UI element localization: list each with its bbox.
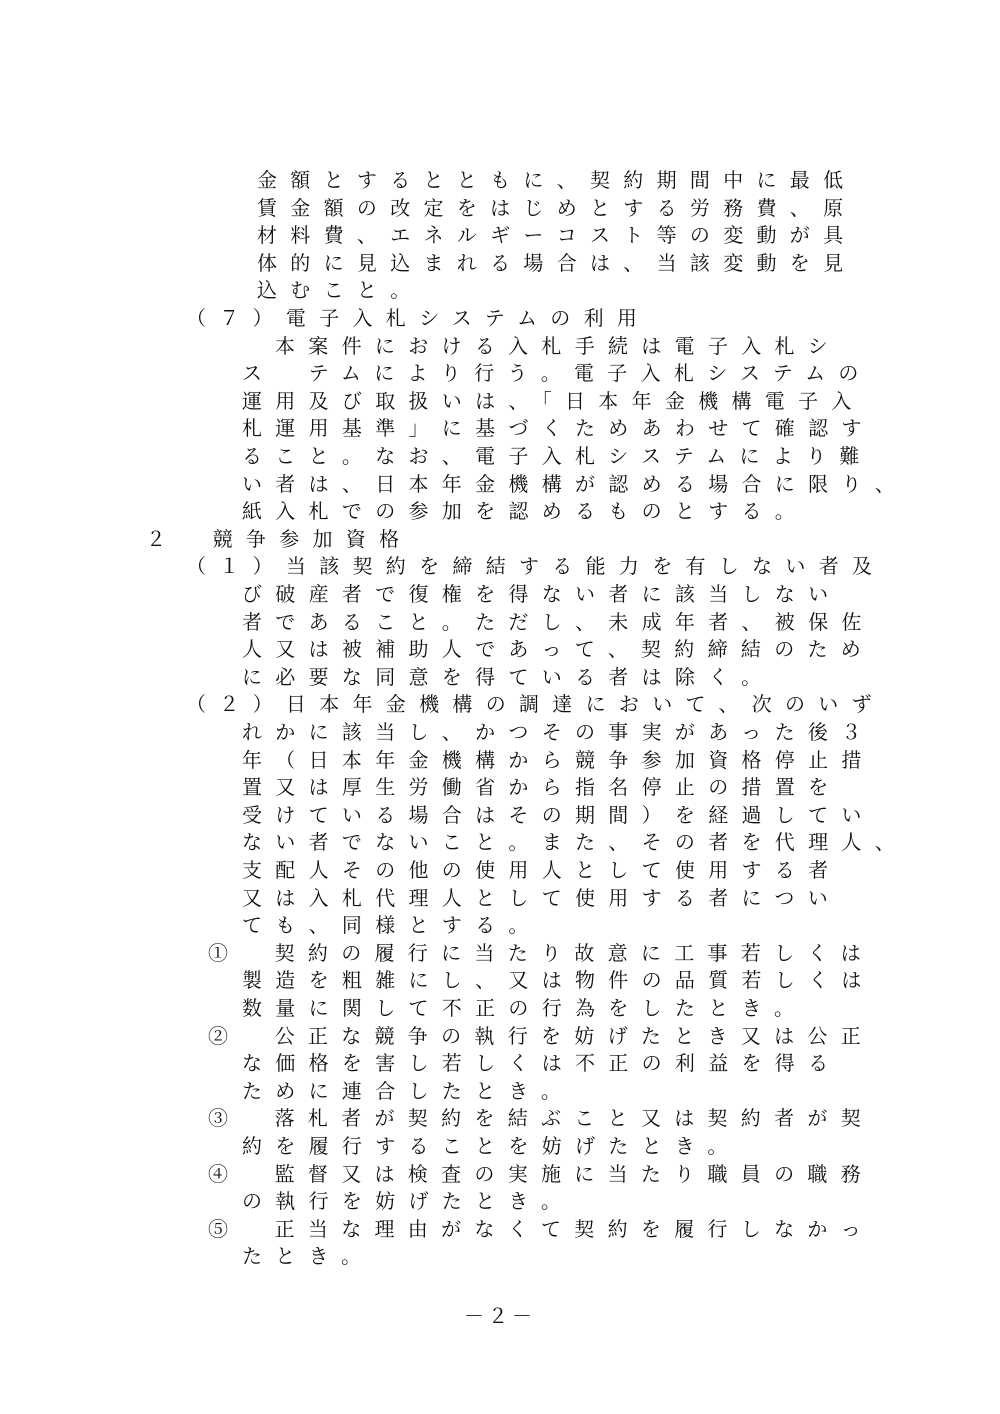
section-heading: （７）電子入札システムの利用 bbox=[186, 306, 651, 330]
text-line: ス テムにより行う。電子入札システムの bbox=[242, 361, 872, 386]
text-line: ること。なお、電子入札システムにより難 bbox=[242, 444, 873, 468]
text-line: 又は入札代理人として使用する者につい bbox=[242, 885, 841, 910]
text-line: 数量に関して不正の行為をしたとき。 bbox=[242, 996, 808, 1020]
text-line: 込むこと。 bbox=[257, 278, 424, 303]
text-line: に必要な同意を得ている者は除く。 bbox=[242, 664, 775, 689]
text-line: ために連合したとき。 bbox=[242, 1078, 575, 1103]
list-item: （２）日本年金機構の調達において、次のいず bbox=[186, 692, 885, 717]
text-line: い者は、日本年金機構が認める場合に限り、 bbox=[242, 471, 908, 496]
text-line: 年（日本年金機構から競争参加資格停止措 bbox=[242, 747, 875, 772]
text-line: たとき。 bbox=[242, 1244, 375, 1269]
text-line: 材料費、エネルギーコスト等の変動が具 bbox=[257, 223, 857, 248]
text-line: れかに該当し、かつその事実があった後３ bbox=[242, 720, 875, 744]
list-item: （１）当該契約を締結する能力を有しない者及 bbox=[186, 554, 886, 579]
text-line: 製造を粗雑にし、又は物件の品質若しくは bbox=[242, 968, 875, 993]
text-line: 者であること。ただし、未成年者、被保佐 bbox=[242, 609, 875, 634]
text-line: 金額とするとともに、契約期間中に最低 bbox=[257, 168, 857, 192]
text-line: 受けている場合はその期間）を経過してい bbox=[242, 802, 875, 827]
text-line: 体的に見込まれる場合は、当該変動を見 bbox=[257, 250, 857, 275]
text-line: 賃金額の改定をはじめとする労務費、原 bbox=[257, 195, 857, 220]
page-number: －２－ bbox=[464, 1304, 536, 1328]
list-item: ③ 落札者が契約を結ぶこと又は契約者が契 bbox=[208, 1106, 874, 1131]
text-line: の執行を妨げたとき。 bbox=[242, 1189, 575, 1214]
text-line: 置又は厚生労働省から指名停止の措置を bbox=[242, 775, 842, 800]
list-item: ④ 監督又は検査の実施に当たり職員の職務 bbox=[208, 1161, 874, 1186]
text-line: 本案件における入札手続は電子入札シ bbox=[275, 333, 842, 358]
section-heading: ２ 競争参加資格 bbox=[146, 526, 413, 551]
text-line: 支配人その他の使用人として使用する者 bbox=[242, 858, 842, 882]
text-line: ても、同様とする。 bbox=[242, 913, 542, 938]
text-line: ない者でないこと。また、その者を代理人、 bbox=[242, 830, 908, 855]
text-line: び破産者で復権を得ない者に該当しない bbox=[242, 582, 842, 606]
list-item: ② 公正な競争の執行を妨げたとき又は公正 bbox=[208, 1023, 874, 1048]
text-line: 紙入札での参加を認めるものとする。 bbox=[242, 499, 809, 524]
text-line: 約を履行することを妨げたとき。 bbox=[242, 1134, 741, 1158]
text-line: 札運用基準」に基づくためあわせて確認す bbox=[242, 416, 875, 441]
list-item: ⑤ 正当な理由がなくて契約を履行しなかっ bbox=[208, 1216, 874, 1241]
list-item: ① 契約の履行に当たり故意に工事若しくは bbox=[208, 940, 874, 965]
text-line: な価格を害し若しくは不正の利益を得る bbox=[242, 1051, 842, 1076]
text-line: 人又は被補助人であって、契約締結のため bbox=[242, 637, 875, 662]
text-line: 運用及び取扱いは、「日本年金機構電子入 bbox=[242, 388, 865, 413]
